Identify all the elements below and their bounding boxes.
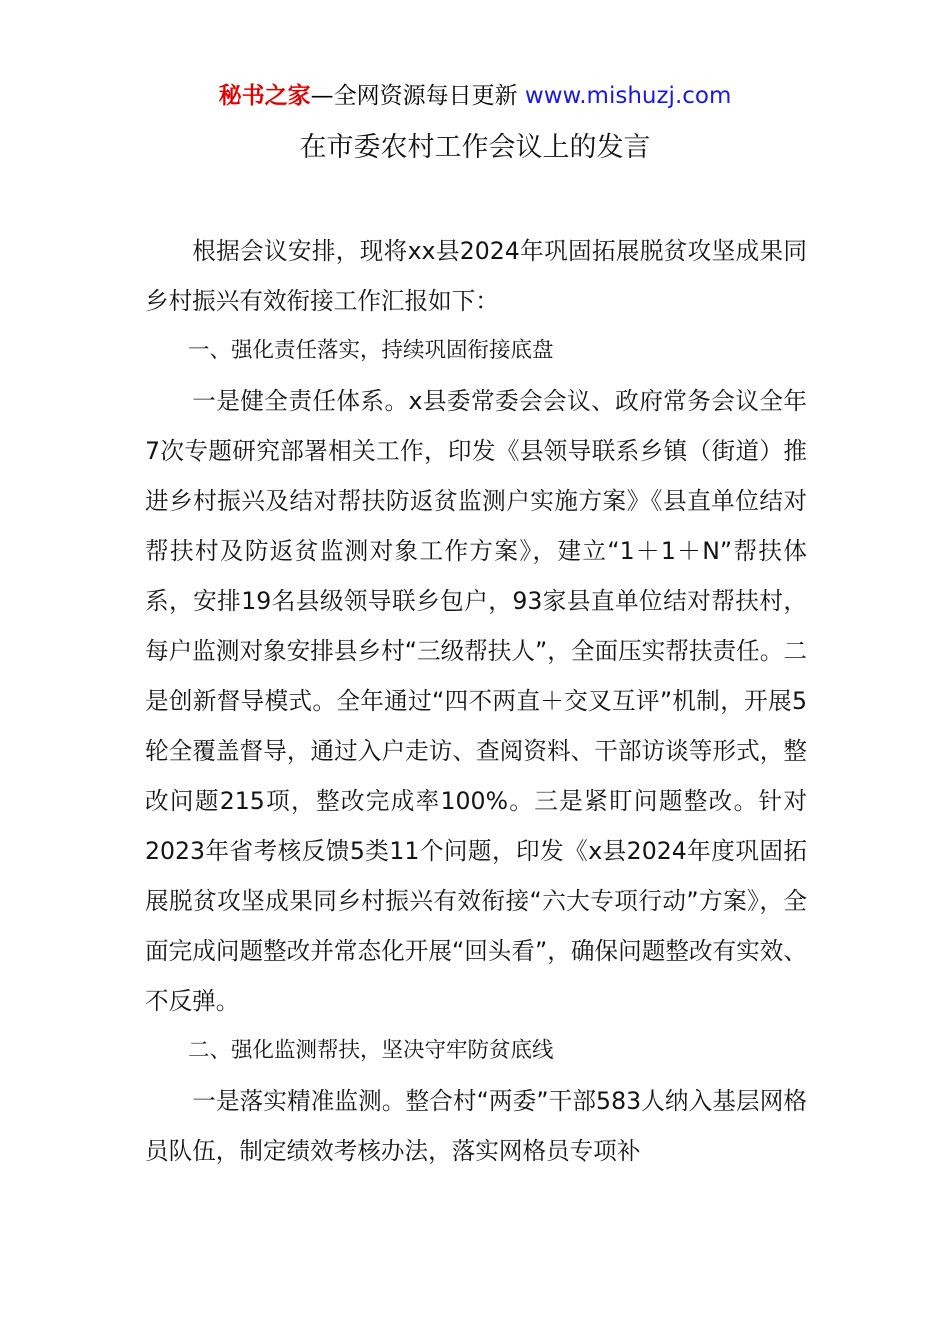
section-heading-1: 一、强化责任落实，持续巩固衔接底盘 [188, 338, 554, 363]
brand-name: 秘书之家 [218, 83, 311, 109]
site-header [0, 80, 950, 112]
intro-paragraph: 根据会议安排，现将xx县2024年巩固拓展脱贫攻坚成果同乡村振兴有效衔接工作汇报如下： [145, 237, 807, 315]
header-tagline: —全网资源每日更新 [310, 83, 518, 109]
site-url-link[interactable]: www.mishuzj.com [524, 83, 732, 109]
section-heading-2: 二、强化监测帮扶，坚决守牢防贫底线 [188, 1038, 554, 1063]
section-2-paragraph: 一是落实精准监测。整合村“两委”干部583人纳入基层网格员队伍，制定绩效考核办法，落实网格员专项补 [145, 1087, 807, 1165]
section-1-paragraph: 一是健全责任体系。x县委常委会会议、政府常务会议全年7次专题研究部署相关工作，印发《县领导联系乡镇（街道）推进乡村振兴及结对帮扶防返贫监测户实施方案》《县直单位结对帮扶村及防返贫监测对象工作方案》，建立“1＋1＋N”帮扶体系，安排19名县级领导联乡包户，93家县直单位结对帮扶村，每户监测对象安排县乡村“三级帮扶人”，全面压实帮扶责任。二是创新督导模式。全年通过“四不两直＋交叉互评”机制，开展5轮全覆盖督导，通过入户走访、查阅资料、干部访谈等形式，整改问题215项，整改完成率100%。三是紧盯问题整改。针对2023年省考核反馈5类11个问题，印发《x县2024年度巩固拓展脱贫攻坚成果同乡村振兴有效衔接“六大专项行动”方案》，全面完成问题整改并常态化开展“回头看”，确保问题整改有实效、不反弹。 [145, 387, 807, 1015]
document-body [145, 226, 807, 1176]
document-title: 在市委农村工作会议上的发言 [299, 132, 651, 163]
